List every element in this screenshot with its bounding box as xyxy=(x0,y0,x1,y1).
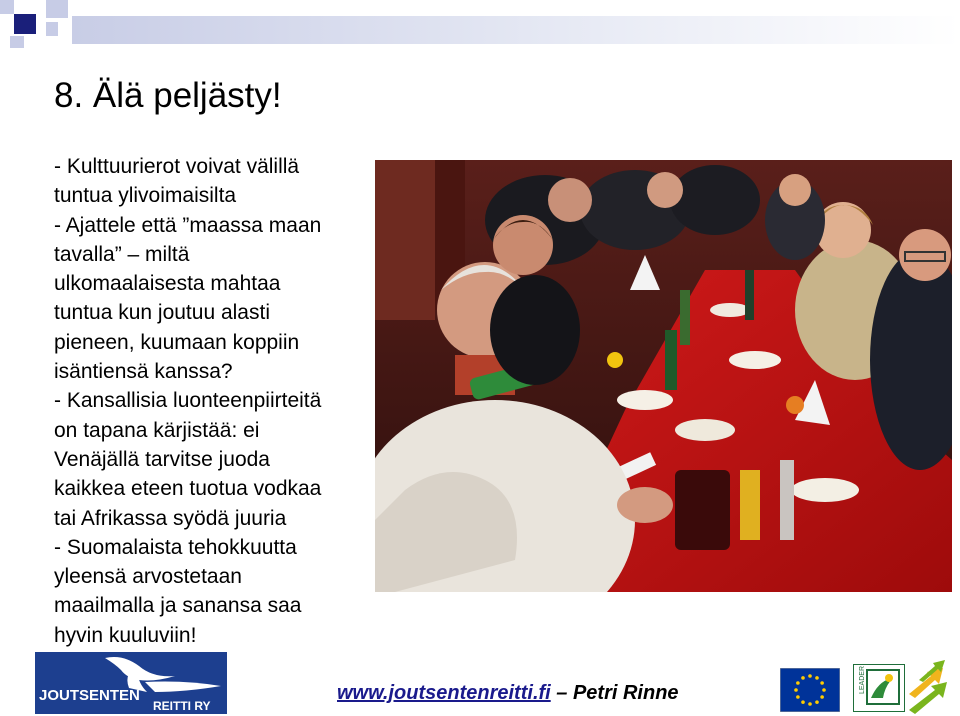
body-line: - Suomalaista tehokkuutta xyxy=(54,535,297,559)
logo-text-joutsenten: JOUTSENTEN xyxy=(39,687,140,704)
body-line: tuntua ylivoimaisilta xyxy=(54,184,237,208)
body-line: tai Afrikassa syödä juuria xyxy=(54,506,287,530)
eu-star xyxy=(815,700,819,704)
body-line: yleensä arvostetaan xyxy=(54,565,242,589)
eu-star xyxy=(796,695,800,699)
body-line: - Ajattele että ”maassa maan xyxy=(54,213,322,237)
eu-star xyxy=(796,681,800,685)
eu-star xyxy=(808,702,812,706)
footer-separator: – xyxy=(550,682,573,704)
body-line: isäntiensä kanssa? xyxy=(54,360,233,384)
slide-body xyxy=(54,152,374,650)
decor-square xyxy=(0,0,14,14)
eu-star xyxy=(815,676,819,680)
body-line: kaikkea eteen tuotua vodkaa xyxy=(54,477,322,501)
decor-square xyxy=(46,22,58,36)
eu-star xyxy=(822,688,826,692)
decor-square xyxy=(14,14,36,34)
header-gradient-bar xyxy=(72,16,960,44)
body-line: - Kulttuurierot voivat välillä xyxy=(54,155,300,178)
eu-star xyxy=(820,681,824,685)
website-link[interactable]: www.joutsentenreitti.fi xyxy=(337,682,551,704)
eu-star xyxy=(801,676,805,680)
decor-square xyxy=(10,36,24,48)
body-line: - Kansallisia luonteenpiirteitä xyxy=(54,389,322,413)
body-line: maailmalla ja sanansa saa xyxy=(54,594,302,618)
joutsenten-reitti-logo xyxy=(35,652,227,714)
decor-square xyxy=(46,0,68,18)
body-line: tavalla” – miltä xyxy=(54,242,190,266)
slide-title: 8. Älä peljästy! xyxy=(54,76,282,115)
leader-logo xyxy=(853,664,905,712)
footer-credit xyxy=(337,682,679,705)
eu-star xyxy=(794,688,798,692)
leader-text: LEADER xyxy=(859,665,866,694)
eu-star xyxy=(808,674,812,678)
eu-star xyxy=(801,700,805,704)
body-line: ulkomaalaisesta mahtaa xyxy=(54,272,281,296)
body-line: tuntua kun joutuu alasti xyxy=(54,301,270,325)
author-name: Petri Rinne xyxy=(572,682,679,704)
eu-star xyxy=(820,695,824,699)
body-line: Venäjällä tarvitse juoda xyxy=(54,447,270,471)
eu-flag-icon xyxy=(780,668,840,712)
photo-illustration xyxy=(375,160,952,592)
dinner-table-photo xyxy=(375,160,952,592)
logo-text-reitti: REITTI RY xyxy=(153,699,211,713)
body-line: hyvin kuuluviin! xyxy=(54,623,197,647)
green-arrows-logo xyxy=(905,660,953,716)
body-line: pieneen, kuumaan koppiin xyxy=(54,330,300,354)
body-line: on tapana kärjistää: ei xyxy=(54,418,260,442)
